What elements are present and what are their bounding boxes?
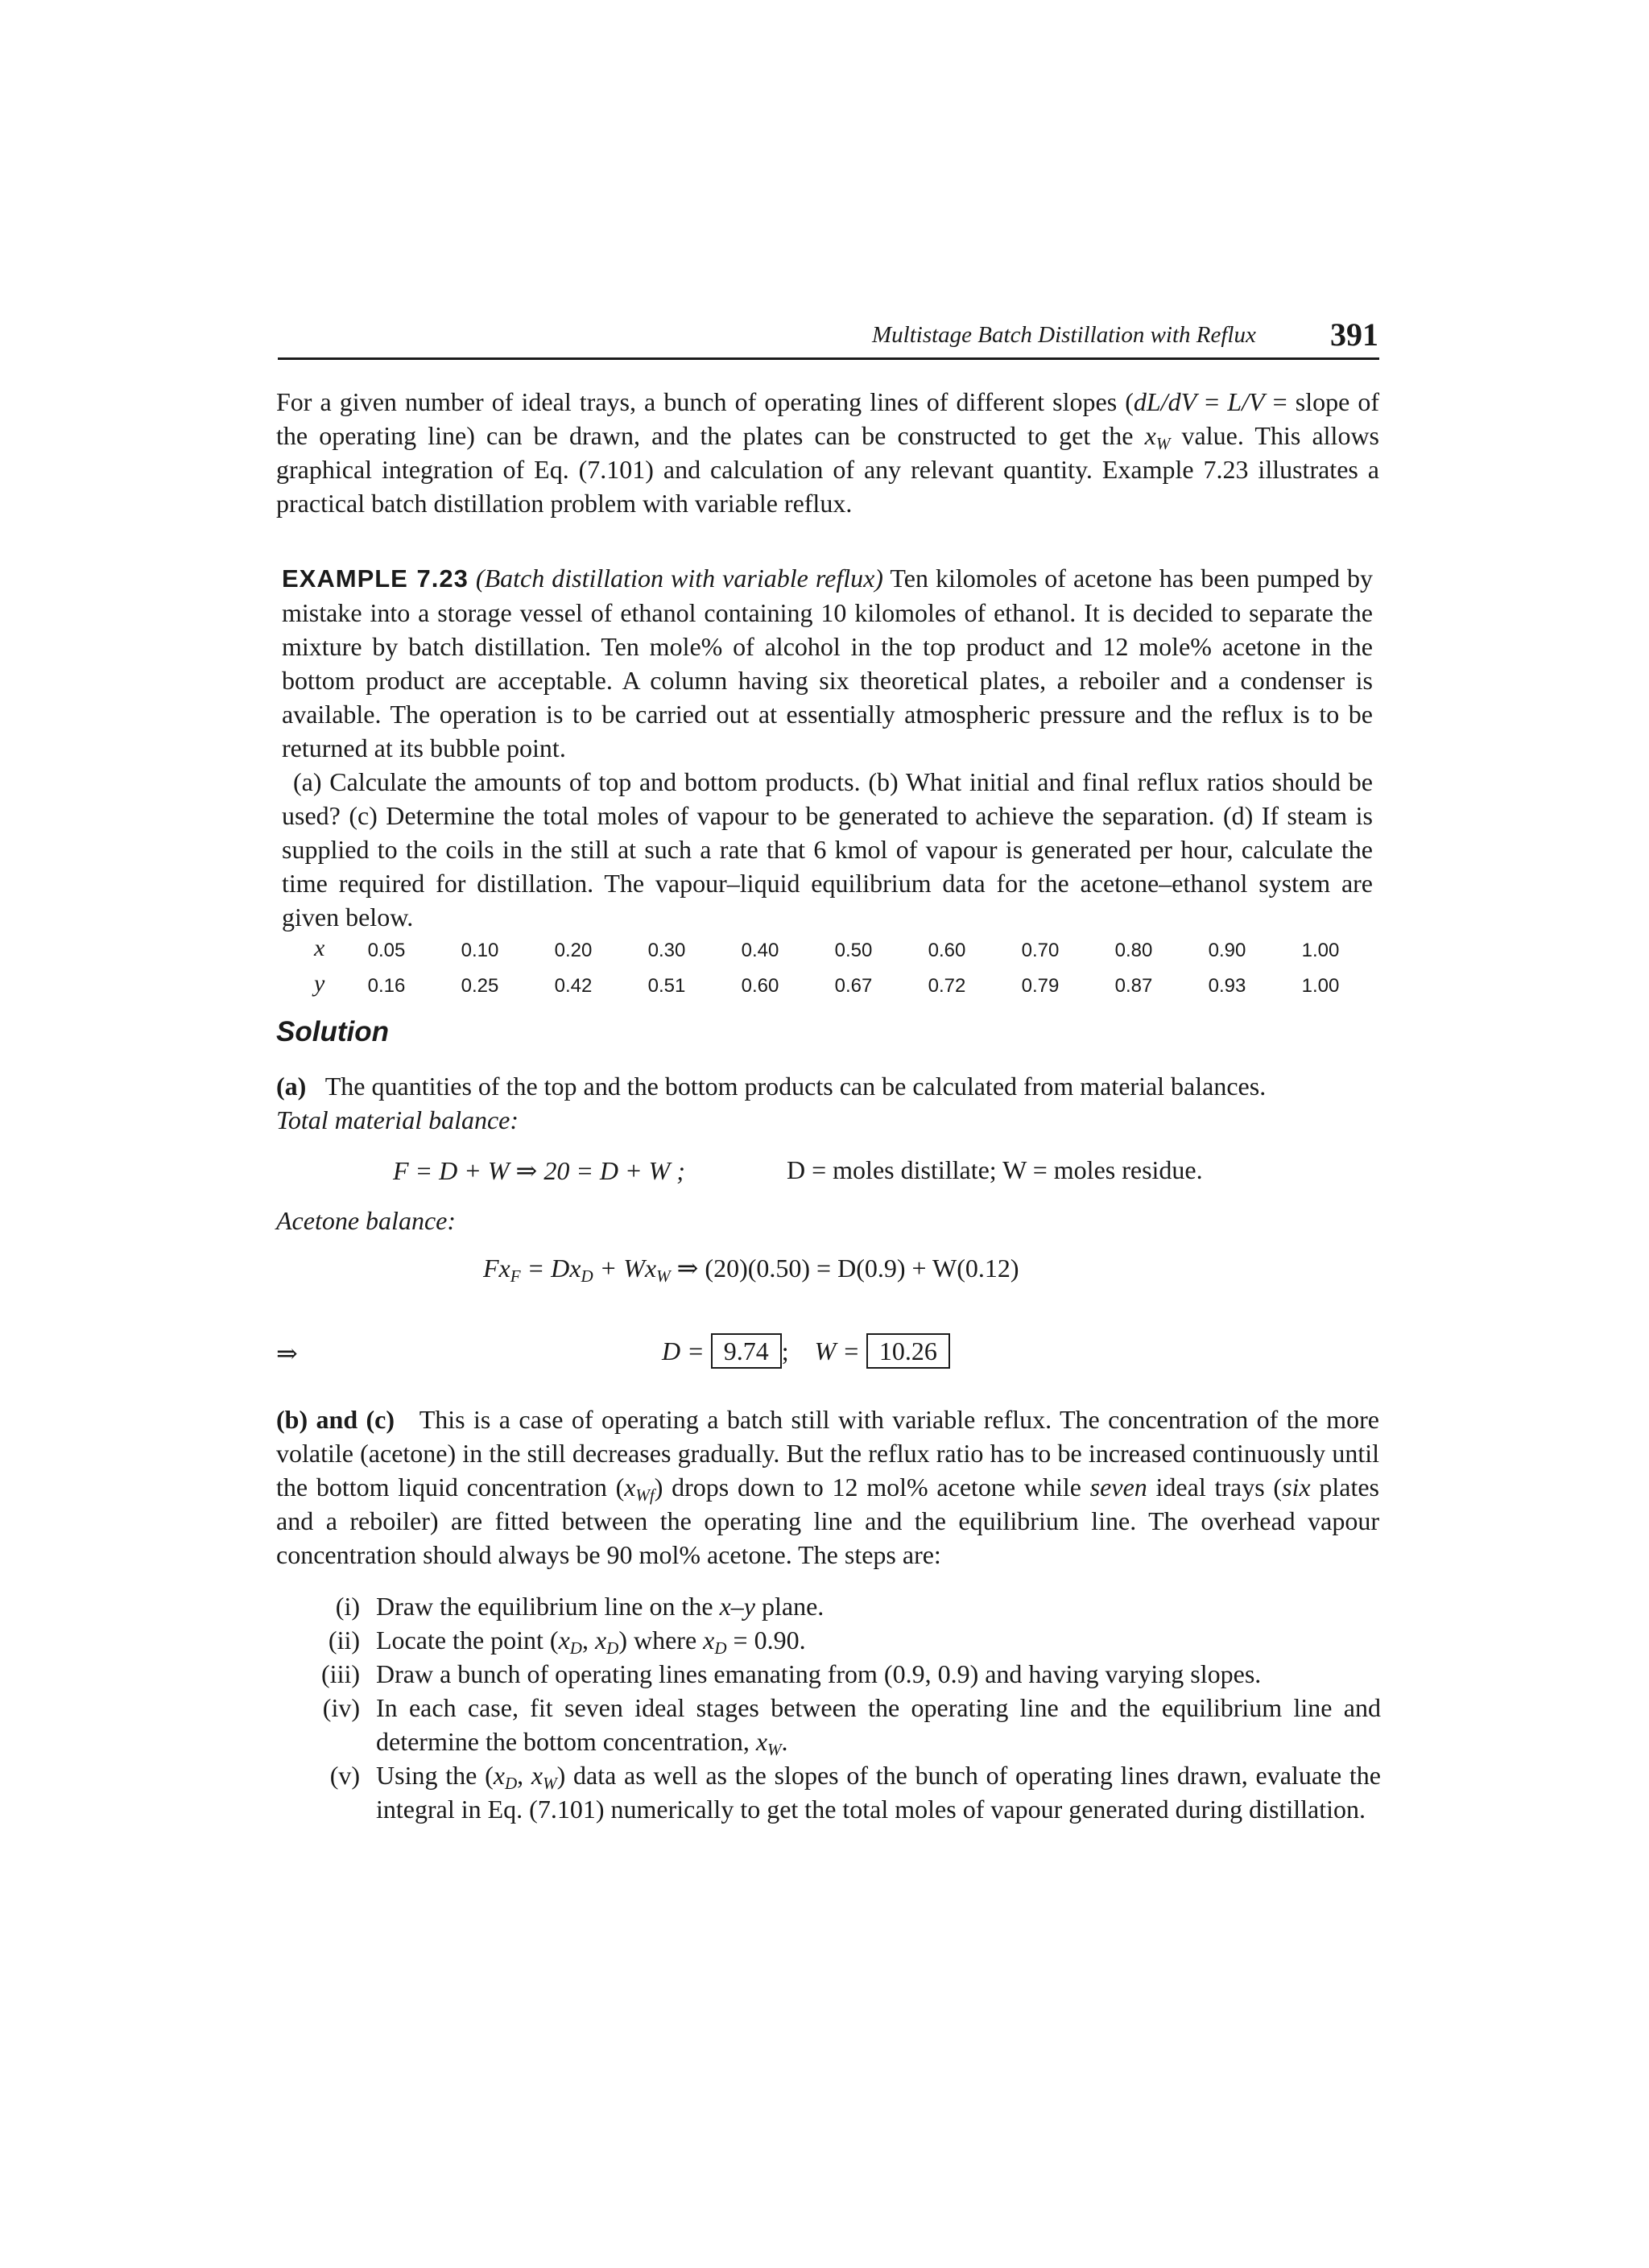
result-line: D = 9.74 ; W = 10.26 [662, 1333, 950, 1369]
implies-arrow: ⇒ [276, 1339, 298, 1368]
step-text: Draw a bunch of operating lines emanating from (0.9, 0.9) and having varying slopes. [376, 1659, 1262, 1688]
equation-total-balance: F = D + W ⇒ 20 = D + W ; [393, 1156, 685, 1185]
part-bc-seven: seven [1089, 1473, 1147, 1502]
vle-x-label: x [314, 935, 325, 961]
vle-cell-y-7: 0.79 [1021, 975, 1060, 997]
equation-acetone-balance: $Fx_F = Dx_D + Wx_W$ ⇒ (20)(0.50) = D(0.9) + W(0.12) [483, 1254, 1019, 1286]
solution-heading: Solution [276, 1016, 389, 1047]
vle-cell-x-1: 0.10 [461, 940, 499, 961]
w-label: W = [814, 1336, 860, 1365]
part-bc-text-2: ) drops down to 12 mol% acetone while [654, 1473, 1090, 1502]
vle-cell-y-5: 0.67 [834, 975, 873, 997]
steps-list [310, 1589, 1381, 1826]
part-bc-text-4: plates and a reboiler) are fitted between the operating line and the equilibrium line. The overhead vapour concentration should always be 90 mol% acetone. The steps are: [276, 1473, 1380, 1569]
step-item: (ii) Locate the point ($x_D$, $x_D$) where $x_D = 0.90$. [310, 1623, 1381, 1657]
part-bc-label: (b) and (c) [276, 1405, 395, 1434]
vle-cell-x-9: 0.90 [1208, 940, 1246, 961]
part-a-paragraph [276, 1069, 1379, 1137]
step-number: (iii) [321, 1659, 360, 1688]
vle-cell-x-2: 0.20 [554, 940, 593, 961]
equation-acetone-rhs: (20)(0.50) = D(0.9) + W(0.12) [705, 1254, 1019, 1283]
vle-cell-x-10: 1.00 [1301, 940, 1340, 961]
vle-cell-x-7: 0.70 [1021, 940, 1060, 961]
step-item: (i) Draw the equilibrium line on the x–y plane. [310, 1589, 1381, 1623]
intro-paragraph [276, 385, 1379, 520]
vle-cell-y-2: 0.42 [554, 975, 593, 997]
intro-l-v: L/V [1227, 387, 1265, 416]
step-number: (i) [335, 1592, 360, 1621]
d-value-box: 9.74 [711, 1333, 782, 1369]
example-questions: (a) Calculate the amounts of top and bottom products. (b) What initial and final reflux ratios should be used? (c) Determine the total moles of vapour to be generated to achieve the separation. (d) If steam is supplied to the coils in the still at such a rate that 6 kmol of vapour is generated per hour, calculate the time required for distillation. The vapour–liquid equilibrium data for the acetone–ethanol system are given below. [282, 767, 1373, 932]
header-rule [278, 357, 1379, 360]
vle-cell-y-6: 0.72 [928, 975, 966, 997]
intro-text-1: For a given number of ideal trays, a bunch of operating lines of different slopes ( [276, 387, 1134, 416]
running-title: Multistage Batch Distillation with Reflux [872, 322, 1256, 348]
intro-dl-dv: dL/dV [1133, 387, 1197, 416]
example-block [282, 561, 1373, 934]
step-number: (iv) [322, 1693, 360, 1722]
total-balance-label: Total material balance: [276, 1105, 519, 1134]
vle-y-label: y [314, 970, 325, 997]
step-item [310, 1657, 1381, 1691]
vle-cell-y-0: 0.16 [367, 975, 406, 997]
intro-text-2: = slope of the operating line) can be drawn, and the plates can be constructed to get the [276, 387, 1380, 450]
example-statement: Ten kilomoles of acetone has been pumped by mistake into a storage vessel of ethanol containing 10 kilomoles of ethanol. It is decided to separate the mixture by batch distillation. Ten mole% of alcohol in the top product and 12 mole% acetone in the bottom product are acceptable. A column having six theoretical plates, a reboiler and a condenser is available. The operation is to be carried out at essentially atmospheric pressure and the reflux is to be returned at its bubble point. [282, 564, 1373, 762]
vle-cell-x-4: 0.40 [741, 940, 779, 961]
step-number: (ii) [328, 1626, 360, 1655]
part-bc-text-3: ideal trays ( [1147, 1473, 1283, 1502]
intro-eq: = [1196, 387, 1228, 416]
w-value-box: 10.26 [866, 1333, 950, 1369]
part-bc-six: six [1282, 1473, 1311, 1502]
step-item: (iv) In each case, fit seven ideal stages between the operating line and the equilibrium line and determine the bottom concentration, $x_W$. [310, 1691, 1381, 1758]
d-label: D = [662, 1336, 705, 1365]
part-bc-paragraph: (b) and (c) This is a case of operating a batch still with variable reflux. The concentration of the more volatile (acetone) in the still decreases gradually. But the reflux ratio has to be increased continuously until the bottom liquid concentration $(x_{Wf})$ drops down to 12 mol% acetone while seven ideal trays (six plates and a reboiler) are fitted between the operating line and the equilibrium line. The overhead vapour concentration should always be 90 mol% acetone. The steps are: [276, 1405, 1380, 1569]
part-a-label: (a) [276, 1072, 307, 1101]
step-item: (v) Using the ($x_D$, $x_W$) data as well as the slopes of the bunch of operating lines drawn, evaluate the integral in Eq. (7.101) numerically to get the total moles of vapour generated during distillation. [310, 1758, 1381, 1826]
vle-cell-y-1: 0.25 [461, 975, 499, 997]
example-title: (Batch distillation with variable reflux) [475, 564, 883, 593]
vle-cell-y-9: 0.93 [1208, 975, 1246, 997]
vle-cell-y-8: 0.87 [1114, 975, 1153, 997]
vle-cell-y-4: 0.60 [741, 975, 779, 997]
part-a-text: The quantities of the top and the bottom products can be calculated from material balances. [324, 1072, 1267, 1101]
vle-cell-x-6: 0.60 [928, 940, 966, 961]
step-number: (v) [329, 1761, 360, 1790]
intro-text-3: value. This allows graphical integration of Eq. (7.101) and calculation of any relevant quantity. Example 7.23 illustrates a practical batch distillation problem with variable reflux. [276, 421, 1380, 518]
page-number: 391 [1330, 316, 1378, 353]
vle-cell-y-3: 0.51 [647, 975, 686, 997]
vle-cell-x-8: 0.80 [1114, 940, 1153, 961]
equation-definitions: D = moles distillate; W = moles residue. [787, 1155, 1203, 1184]
intro-xw-x: x [1144, 421, 1156, 450]
vle-cell-x-0: 0.05 [367, 940, 406, 961]
vle-cell-x-3: 0.30 [647, 940, 686, 961]
vle-cell-x-5: 0.50 [834, 940, 873, 961]
intro-xw-sub: W [1155, 434, 1171, 453]
acetone-balance-label: Acetone balance: [276, 1206, 456, 1235]
vle-cell-y-10: 1.00 [1301, 975, 1340, 997]
part-bc-text-1: This is a case of operating a batch still with variable reflux. The concentration of the more volatile (acetone) in the still decreases gradually. But the reflux ratio has to be increased continuously until the bottom liquid concentration ( [276, 1405, 1380, 1502]
example-label: EXAMPLE 7.23 [282, 564, 469, 593]
